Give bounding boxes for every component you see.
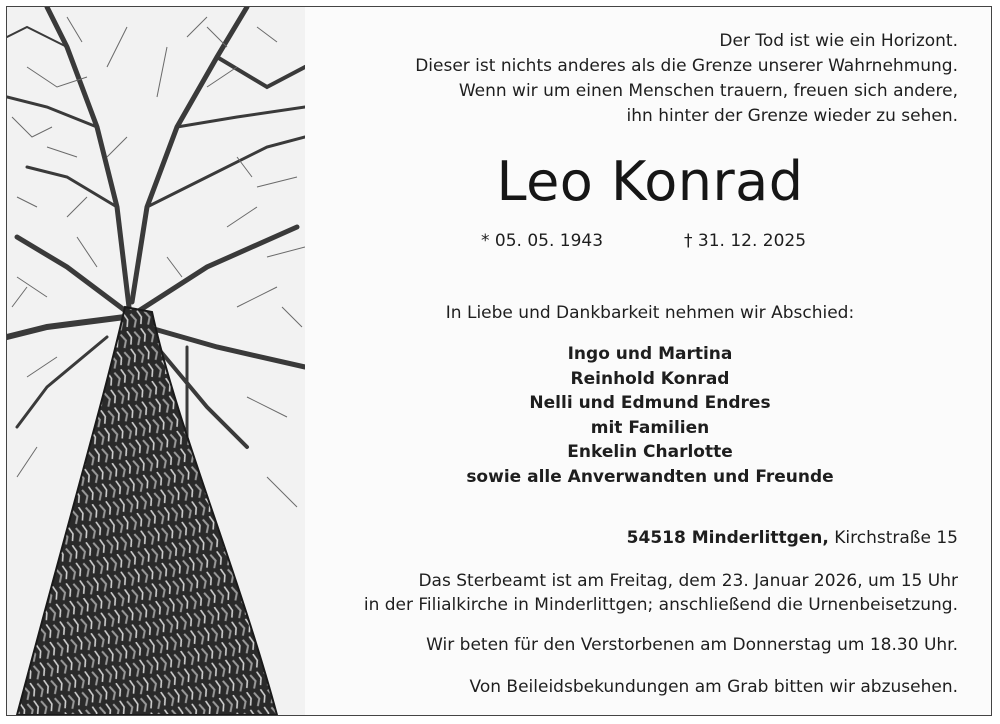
address-street: Kirchstraße 15 xyxy=(834,528,958,548)
service-info xyxy=(364,569,958,617)
death-date: † 31. 12. 2025 xyxy=(684,231,807,251)
mourner-line: Ingo und Martina xyxy=(567,344,733,364)
mourner-line: sowie alle Anverwandten und Freunde xyxy=(466,466,834,487)
birth-date: * 05. 05. 1943 xyxy=(481,231,604,251)
mourner-line: Reinhold Konrad xyxy=(570,368,730,389)
mourner-line: Nelli und Edmund Endres xyxy=(529,393,771,414)
condolence-note: Von Beileidsbekundungen am Grab bitten wir abzusehen. xyxy=(469,677,958,697)
notice-text xyxy=(318,0,958,724)
quote-line: Wenn wir um einen Menschen trauern, freuen sich andere, xyxy=(458,81,958,101)
mourner-line: Enkelin Charlotte xyxy=(567,442,733,463)
tree-photo xyxy=(7,7,305,715)
address-city: 54518 Minderlittgen, xyxy=(626,528,829,548)
quote-line: ihn hinter der Grenze wieder zu sehen. xyxy=(626,106,958,126)
deceased-name: Leo Konrad xyxy=(496,150,804,213)
quote-line: Der Tod ist wie ein Horizont. xyxy=(719,31,958,51)
quote-line: Dieser ist nichts anderes als die Grenze unserer Wahrnehmung. xyxy=(415,56,958,76)
service-line: in der Filialkirche in Minderlittgen; anschließend die Urnenbeisetzung. xyxy=(363,595,958,615)
farewell-line: In Liebe und Dankbarkeit nehmen wir Abschied: xyxy=(445,303,855,323)
mourners-list xyxy=(318,342,982,490)
mourner-line: mit Familien xyxy=(590,417,710,438)
service-line: Das Sterbeamt ist am Freitag, dem 23. Januar 2026, um 15 Uhr xyxy=(418,571,958,591)
epigraph-quote xyxy=(318,29,958,129)
prayer-info: Wir beten für den Verstorbenen am Donnerstag um 18.30 Uhr. xyxy=(426,635,958,655)
tree-illustration xyxy=(7,7,305,715)
address xyxy=(627,528,958,548)
